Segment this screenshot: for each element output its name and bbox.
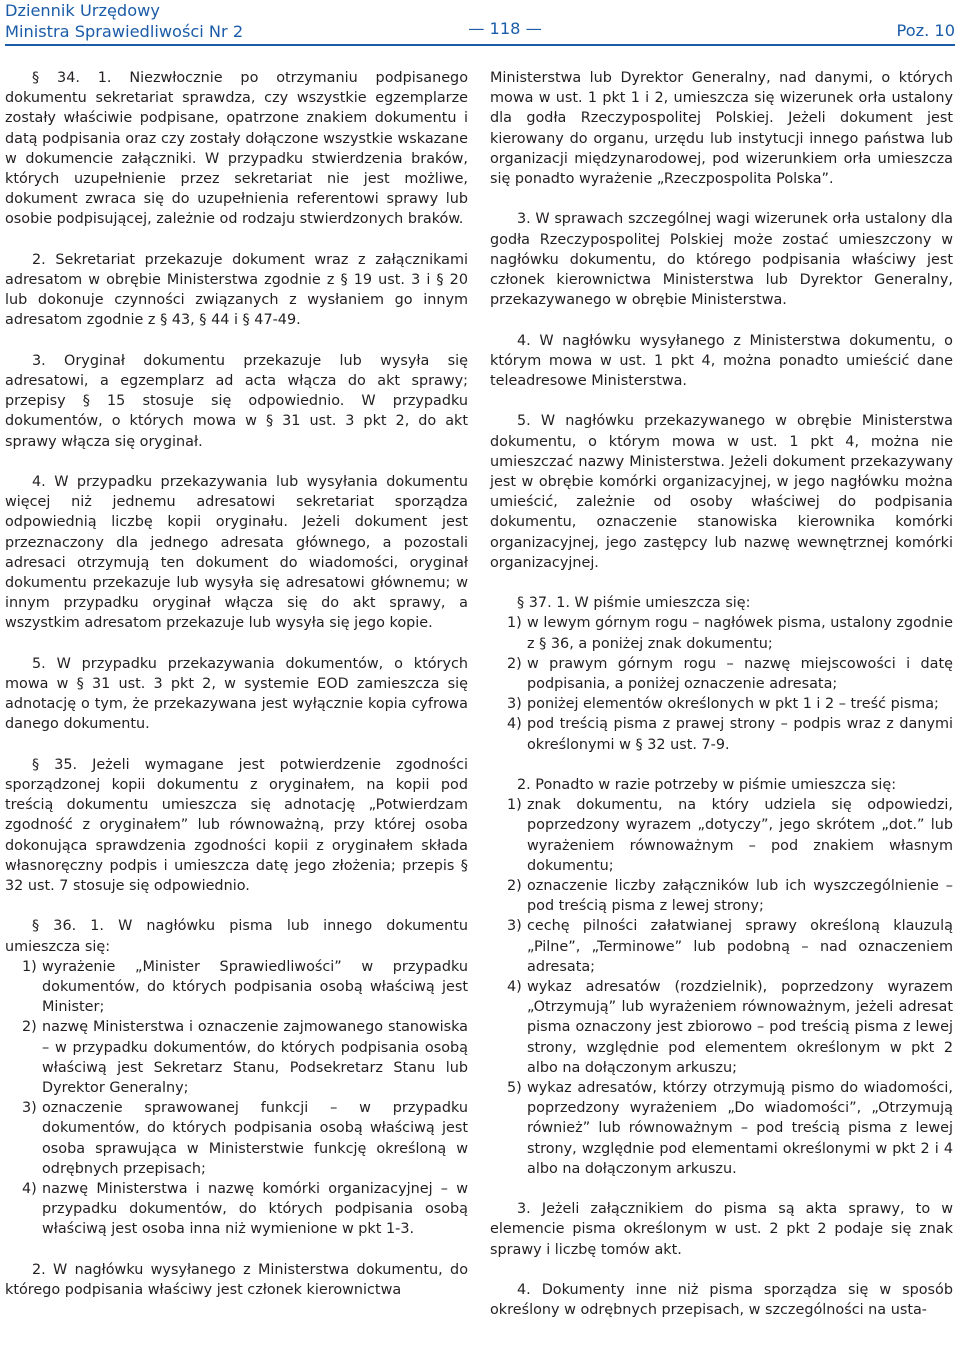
list-item xyxy=(490,1078,953,1179)
header-rule xyxy=(5,44,955,46)
paragraph-34-3: 3. Oryginał dokumentu przekazuje lub wysyła się adresatowi, a egzemplarz ad acta włącza do akt sprawy; przepisy § 15 stosuje się odpowiednio. W przypadku dokumentów, o których mowa w § 31 ust. 3 pkt 2, do akt sprawy włącza się oryginał. xyxy=(5,352,468,450)
list-item xyxy=(5,1098,468,1179)
paragraph-34-1: § 34. 1. Niezwłocznie po otrzymaniu podpisanego dokumentu sekretariat sprawdza, czy wszystkie egzemplarze zostały właściwie podpisane, opatrzone znakiem dokumentu i datą podpisania oraz czy zostały dołączone wszystkie wskazane w dokumencie załączniki. W przypadku stwierdzenia braków, których uzupełnienie przez sekretariat nie jest możliwe, dokument zwraca się do uzupełnienia referentowi sprawy lub osobie podpisującej, zależnie od rodzaju stwierdzonych braków. xyxy=(5,70,468,228)
list-item-text: wykaz adresatów, którzy otrzymują pismo do wiadomości, poprzedzony wyrażeniem „Do wiadomości”, „Otrzymują również” lub równoważnym – pod treścią pisma z lewej strony, względnie pod elementami określonymi w pkt 2 i 4 albo na dołączonym arkuszu. xyxy=(527,1080,953,1177)
list-item xyxy=(490,795,953,876)
journal-title-line1: Dziennik Urzędowy xyxy=(5,1,160,20)
list-item-text: znak dokumentu, na który udziela się odpowiedzi, poprzedzony wyrazem „dotyczy”, jego skrótem „dot.” lub wyrażeniem równoważnym – pod znakiem własnym dokumentu; xyxy=(527,797,953,874)
list-item xyxy=(490,876,953,916)
list-item xyxy=(490,613,953,653)
list-item-number: 2) xyxy=(507,655,522,672)
list-item-number: 4) xyxy=(22,1181,37,1198)
paragraph-37-4: 4. Dokumenty inne niż pisma sporządza się w sposób określony w odrębnych przepisach, w szczególności na usta- xyxy=(490,1282,953,1319)
paragraph-37-3: 3. Jeżeli załącznikiem do pisma są akta sprawy, to w elemencie pisma określonym w ust. 2 pkt 2 podaje się znak sprawy i liczbę tomów akt. xyxy=(490,1201,953,1258)
paragraph-37-1-intro: § 37. 1. W piśmie umieszcza się: xyxy=(517,595,751,612)
list-item-text: pod treścią pisma z prawej strony – podpis wraz z danymi określonymi w § 32 ust. 7-9. xyxy=(527,716,953,753)
paragraph-37-2-intro: 2. Ponadto w razie potrzeby w piśmie umieszcza się: xyxy=(517,777,897,794)
list-item-text: nazwę Ministerstwa i oznaczenie zajmowanego stanowiska – w przypadku dokumentów, do których podpisania osobą właściwą jest Sekretarz Stanu, Podsekretarz Stanu lub Dyrektor Generalny; xyxy=(42,1019,468,1097)
list-37-2 xyxy=(490,795,953,1179)
paragraph-36-3: 3. W sprawach szczególnej wagi wizerunek orła ustalony dla godła Rzeczypospolitej Polskiej może zostać umieszczony w nagłówku dokumentu, do którego podpisania właściwy jest członek kierownictwa Ministerstwa lub Dyrektor Generalny, przekazywanego w obrębie Ministerstwa. xyxy=(490,211,953,309)
paragraph-36-1-intro: § 36. 1. W nagłówku pisma lub innego dokumentu umieszcza się: xyxy=(5,918,468,955)
left-column xyxy=(5,68,468,1300)
list-item-number: 4) xyxy=(507,979,522,996)
list-36-1 xyxy=(5,957,468,1240)
list-item-text: w prawym górnym rogu – nazwę miejscowości i datę podpisania, a poniżej oznaczenie adresata; xyxy=(527,655,953,693)
list-item xyxy=(490,714,953,754)
journal-title xyxy=(5,0,243,42)
list-item-text: nazwę Ministerstwa i nazwę komórki organizacyjnej – w przypadku dokumentów, do których podpisania osobą właściwą jest osoba inna niż wymienione w pkt 1-3. xyxy=(42,1181,468,1238)
list-item-number: 4) xyxy=(507,716,522,733)
list-item-number: 1) xyxy=(507,615,522,632)
paragraph-36-5: 5. W nagłówku przekazywanego w obrębie Ministerstwa dokumentu, o którym mowa w ust. 1 pkt 4, można nie umieszczać nazwy Ministerstwa. Jeżeli dokument przekazywany jest w obrębie komórki organizacyjnej, w jego nagłówku można umieścić, zależnie od osoby właściwej do podpisania dokumentu, oznaczenie stanowiska kierownika komórki organizacyjnej, jego zastępcy lub nazwę wewnętrznej komórki organizacyjnej. xyxy=(490,413,953,571)
paragraph-34-2: 2. Sekretariat przekazuje dokument wraz z załącznikami adresatom w obrębie Ministerstwa zgodnie z § 19 ust. 3 i § 20 lub dokonuje czynności związanych z wysłaniem go innym adresatom zgodnie z § 43, § 44 i § 47-49. xyxy=(5,251,468,329)
page-header xyxy=(5,0,955,44)
paragraph-34-4: 4. W przypadku przekazywania lub wysyłania dokumentu więcej niż jednemu adresatowi sekretariat sporządza odpowiednią liczbę kopii oryginału. Jeżeli dokument jest przeznaczony dla jednego adresata głównego, a pozostali adresaci otrzymują ten dokument do wiadomości, oryginał dokumentu przekazuje lub wysyła się adresatowi głównemu; w innym przypadku oryginał włącza się do akt sprawy, a wszystkim adresatom przekazuje lub wysyła się jego kopie. xyxy=(5,474,468,632)
list-item-number: 1) xyxy=(507,797,522,814)
list-item-text: wyrażenie „Minister Sprawiedliwości” w przypadku dokumentów, do których podpisania osobą właściwą jest Minister; xyxy=(42,958,468,1016)
paragraph-36-4: 4. W nagłówku wysyłanego z Ministerstwa dokumentu, o którym mowa w ust. 1 pkt 4, można ponadto umieścić dane teleadresowe Ministerstwa. xyxy=(490,332,953,390)
list-item xyxy=(5,1179,468,1240)
right-column xyxy=(490,68,953,1320)
list-item-number: 2) xyxy=(22,1019,37,1036)
list-item-text: w lewym górnym rogu – nagłówek pisma, ustalony zgodnie z § 36, a poniżej znak dokumentu; xyxy=(527,615,953,652)
list-item xyxy=(5,957,468,1018)
list-item-text: wykaz adresatów (rozdzielnik), poprzedzony wyrazem „Otrzymują” lub wyrażeniem równoważnym, jeżeli adresat pisma oznaczony jest zbiorowo – pod treścią pisma z lewej strony, względnie pod elementem określonym w pkt 2 albo na dołączonym arkuszu; xyxy=(527,979,953,1076)
list-item-number: 3) xyxy=(22,1100,37,1117)
paragraph-34-5: 5. W przypadku przekazywania dokumentów, o których mowa w § 31 ust. 3 pkt 2, w systemie EOD zamieszcza się adnotację o tym, że przekazywana jest wyłącznie kopia cyfrowa danego dokumentu. xyxy=(5,655,468,733)
journal-title-line2: Ministra Sprawiedliwości Nr 2 xyxy=(5,22,244,41)
list-item xyxy=(490,654,953,694)
list-item-number: 3) xyxy=(507,696,522,713)
list-item xyxy=(490,977,953,1078)
list-item-number: 3) xyxy=(507,918,522,935)
list-item xyxy=(490,694,953,714)
list-37-1 xyxy=(490,613,953,754)
list-item-number: 1) xyxy=(22,958,37,975)
position-number: Poz. 10 xyxy=(896,21,955,40)
paragraph-36-2: 2. W nagłówku wysyłanego z Ministerstwa dokumentu, do którego podpisania właściwy jest członek kierownictwa xyxy=(5,1261,468,1299)
list-item-text: oznaczenie sprawowanej funkcji – w przypadku dokumentów, do których podpisania osobą właściwą jest osoba sprawująca w Ministerstwie funkcję określoną w odrębnych przepisach; xyxy=(42,1100,468,1177)
list-item-number: 5) xyxy=(507,1080,522,1097)
list-item-number: 2) xyxy=(507,878,522,895)
paragraph-35: § 35. Jeżeli wymagane jest potwierdzenie zgodności sporządzonej kopii dokumentu z oryginałem, na kopii pod treścią dokumentu umieszcza się adnotację „Potwierdzam zgodność z oryginałem” lub równoważną, przy której osoba dokonująca sprawdzenia zgodności kopii z oryginałem składa własnoręczny podpis i umieszcza datę jego złożenia; przepis § 32 ust. 7 stosuje się odpowiednio. xyxy=(5,756,468,895)
page-number: — 118 — xyxy=(468,19,542,38)
list-item xyxy=(5,1017,468,1098)
list-item xyxy=(490,916,953,977)
paragraph-36-2-continued: Ministerstwa lub Dyrektor Generalny, nad danymi, o których mowa w ust. 1 pkt 1 i 2, umieszcza się wizerunek orła ustalony dla godła Rzeczypospolitej Polskiej. Jeżeli dokument jest kierowany do organu, urzędu lub instytucji innego państwa lub organizacji międzynarodowej, pod wizerunkiem orła umieszcza się ponadto wyrażenie „Rzeczpospolita Polska”. xyxy=(490,70,953,188)
list-item-text: poniżej elementów określonych w pkt 1 i 2 – treść pisma; xyxy=(527,696,939,713)
list-item-text: cechę pilności załatwianej sprawy określoną klauzulą „Pilne”, „Terminowe” lub podobną – nad oznaczeniem adresata; xyxy=(527,918,953,975)
list-item-text: oznaczenie liczby załączników lub ich wyszczególnienie – pod treścią pisma z lewej strony; xyxy=(527,878,953,915)
